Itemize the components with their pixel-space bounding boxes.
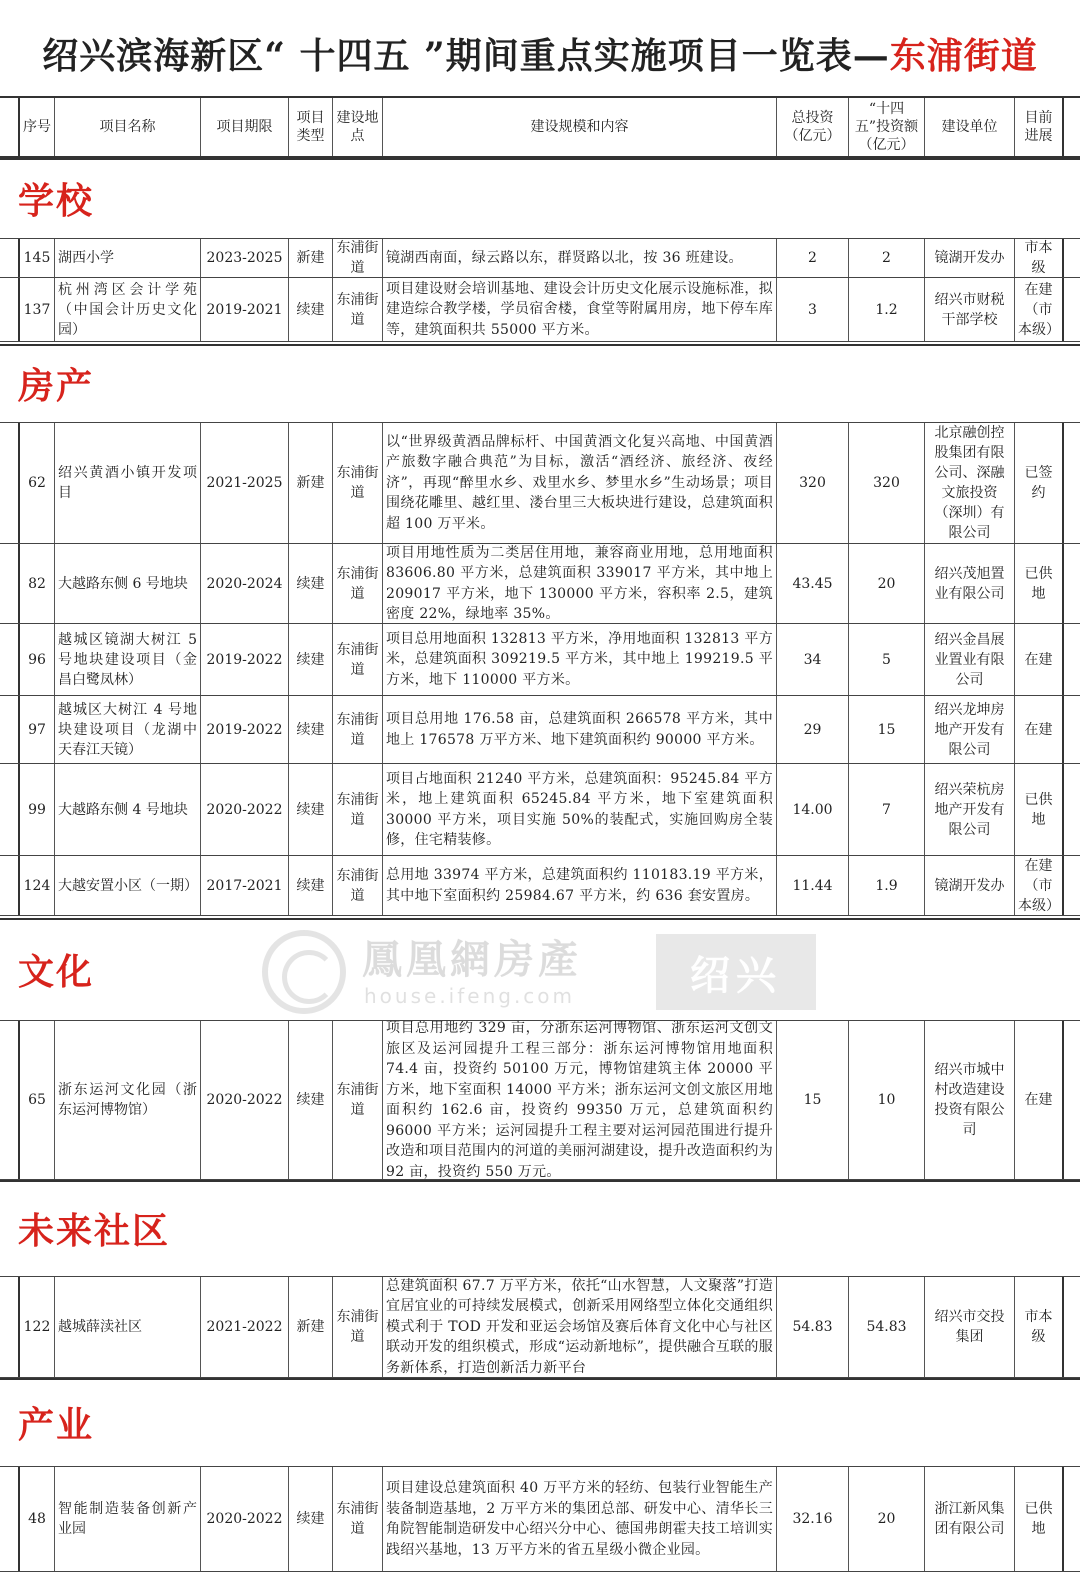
cell-total bbox=[776, 278, 848, 341]
cell-progress bbox=[1014, 624, 1064, 695]
cell-type bbox=[288, 278, 332, 341]
cell-inv-text: 15 bbox=[877, 721, 896, 738]
cell-scope-text: 以“世界级黄酒品牌标杆、中国黄酒文化复兴高地、中国黄酒产旅数字融合典范”为目标，激活“酒经济、旅经济、夜经济”，再现“醉里水乡、戏里水乡、梦里水乡”生动场景；项目围绕花雕里、越红里、溇台里三大板块进行建设，总建筑面积超 100 万平米。 bbox=[386, 433, 773, 532]
cell-inv-text: 10 bbox=[877, 1092, 896, 1108]
table-row bbox=[0, 278, 1080, 342]
cell-term-text: 2023-2025 bbox=[206, 250, 283, 266]
cell-progress-text: 在建 bbox=[1024, 651, 1053, 668]
table-header bbox=[0, 96, 1080, 158]
cell-loc-text: 东浦街道 bbox=[336, 1309, 379, 1345]
section-title: 产业 bbox=[18, 1404, 95, 1446]
cell-name-text: 杭州湾区会计学苑（中国会计历史文化园） bbox=[58, 281, 197, 338]
cell-unit bbox=[924, 423, 1014, 543]
cell-progress bbox=[1014, 1467, 1064, 1571]
cell-inv-text: 20 bbox=[877, 575, 896, 592]
cell-progress-text: 已供地 bbox=[1024, 791, 1053, 828]
cell-type bbox=[288, 423, 332, 543]
cell-loc-text: 东浦街道 bbox=[336, 867, 379, 904]
cell-seq-text: 122 bbox=[23, 1319, 51, 1335]
table-row bbox=[0, 764, 1080, 856]
cell-name bbox=[54, 544, 200, 623]
cell-seq bbox=[18, 1467, 54, 1571]
cell-inv bbox=[848, 544, 924, 623]
page-title bbox=[0, 28, 1080, 79]
cell-unit bbox=[924, 1277, 1014, 1377]
cell-scope-text: 总建筑面积 67.7 万平方米，依托“山水智慧，人文聚落”打造宜居宜业的可持续发展模式，创新采用网络型立体化交通组织模式利于 TOD 开发和亚运会场馆及赛后体育文化中心与社区联动开发的组织模式，形成“运动新地标”，提供融合互联的服务新体系，打造创新活力新平台 bbox=[386, 1277, 773, 1376]
cell-name bbox=[54, 856, 200, 915]
cell-scope bbox=[382, 624, 776, 695]
cell-scope bbox=[382, 423, 776, 543]
cell-seq bbox=[18, 544, 54, 623]
cell-inv-text: 20 bbox=[877, 1511, 896, 1527]
cell-loc bbox=[332, 423, 382, 543]
cell-seq bbox=[18, 278, 54, 341]
cell-unit-text: 绍兴龙坤房地产开发有限公司 bbox=[934, 701, 1005, 758]
cell-term-text: 2019-2022 bbox=[206, 651, 283, 668]
cell-term bbox=[200, 423, 288, 543]
cell-term-text: 2020-2022 bbox=[206, 1511, 283, 1527]
cell-scope-text: 项目总用地约 329 亩，分浙东运河博物馆、浙东运河文创文旅区及运河园提升工程三部分：浙东运河博物馆用地面积 74.4 亩，投资约 50100 万元，博物馆建筑主体 20000 平方米，地下室面积 14000 平方米；浙东运河文创文旅区用地面积约 162.6 亩，投资约 99350 万元，总建筑面积约 96000 平方米；运河园提升工程主要对运河园范围进行提升改造和项目范围内的河道的美丽河湖建设，提升改造面积约为 92 亩，投资约 550 万元。 bbox=[386, 1021, 773, 1179]
section-title: 未来社区 bbox=[18, 1210, 171, 1252]
cell-unit bbox=[924, 1021, 1014, 1179]
cell-seq-text: 82 bbox=[28, 575, 46, 592]
cell-name-text: 越城区大树江 4 号地块建设项目（龙湖中天春江天镜） bbox=[58, 701, 197, 758]
cell-loc-text: 东浦街道 bbox=[336, 1501, 379, 1537]
cell-total bbox=[776, 764, 848, 855]
cell-seq-text: 65 bbox=[28, 1092, 46, 1108]
header-name: 项目名称 bbox=[54, 98, 200, 156]
cell-term bbox=[200, 624, 288, 695]
cell-term bbox=[200, 764, 288, 855]
title-main: 绍兴滨海新区“ 十四五 ”期间重点实施项目一览表— bbox=[42, 35, 890, 77]
cell-type bbox=[288, 764, 332, 855]
cell-seq-text: 48 bbox=[28, 1511, 46, 1527]
cell-name bbox=[54, 1277, 200, 1377]
cell-loc bbox=[332, 1277, 382, 1377]
cell-scope-text: 项目建设财会培训基地、建设会计历史文化展示设施标准，拟建造综合教学楼，学员宿舍楼，食堂等附属用房，地下停车库等，建筑面积共 55000 平方米。 bbox=[386, 280, 773, 338]
cell-type-text: 续建 bbox=[296, 575, 325, 592]
cell-loc-text: 东浦街道 bbox=[336, 565, 379, 602]
cell-total bbox=[776, 1467, 848, 1571]
cell-name-text: 智能制造装备创新产业园 bbox=[58, 1501, 197, 1537]
cell-inv bbox=[848, 696, 924, 763]
cell-scope-text: 总用地 33974 平方米，总建筑面积约 110183.19 平方米，其中地下室面积约 25984.67 平方米，约 636 套安置房。 bbox=[386, 867, 773, 904]
cell-progress bbox=[1014, 1021, 1064, 1179]
cell-type bbox=[288, 624, 332, 695]
cell-scope bbox=[382, 1277, 776, 1377]
cell-inv-text: 1.9 bbox=[875, 877, 898, 894]
watermark-site: house.ifeng.com bbox=[364, 984, 576, 1008]
cell-unit bbox=[924, 544, 1014, 623]
cell-term bbox=[200, 1467, 288, 1571]
cell-total bbox=[776, 239, 848, 277]
cell-progress-text: 已供地 bbox=[1024, 565, 1053, 602]
cell-term bbox=[200, 1277, 288, 1377]
cell-term-text: 2020-2024 bbox=[206, 575, 283, 592]
cell-name bbox=[54, 696, 200, 763]
cell-inv-text: 54.83 bbox=[866, 1319, 907, 1335]
cell-seq bbox=[18, 624, 54, 695]
cell-name bbox=[54, 423, 200, 543]
cell-name bbox=[54, 764, 200, 855]
cell-total bbox=[776, 1277, 848, 1377]
ifeng-logo-icon bbox=[262, 930, 346, 1014]
header-scope: 建设规模和内容 bbox=[382, 98, 776, 156]
table-row bbox=[0, 544, 1080, 624]
cell-term bbox=[200, 1021, 288, 1179]
cell-seq-text: 97 bbox=[28, 721, 46, 738]
section-divider bbox=[0, 1378, 1080, 1380]
cell-name-text: 越城薛渎社区 bbox=[58, 1319, 142, 1335]
cell-scope bbox=[382, 278, 776, 341]
section-divider bbox=[0, 918, 1080, 920]
table-row bbox=[0, 1466, 1080, 1572]
cell-loc bbox=[332, 764, 382, 855]
watermark bbox=[262, 928, 822, 1018]
cell-scope-text: 镜湖西南面，绿云路以东，群贤路以北，按 36 班建设。 bbox=[386, 249, 743, 266]
cell-inv-text: 7 bbox=[882, 801, 891, 818]
cell-total-text: 3 bbox=[808, 301, 817, 318]
cell-inv-text: 2 bbox=[882, 250, 891, 266]
cell-type bbox=[288, 239, 332, 277]
cell-inv bbox=[848, 856, 924, 915]
cell-progress-text: 在建（市本级） bbox=[1018, 857, 1060, 914]
cell-scope bbox=[382, 856, 776, 915]
cell-name-text: 浙东运河文化园（浙东运河博物馆） bbox=[58, 1082, 197, 1118]
section-title: 文化 bbox=[18, 951, 95, 993]
cell-scope bbox=[382, 239, 776, 277]
cell-loc bbox=[332, 544, 382, 623]
cell-unit-text: 绍兴金昌展业置业有限公司 bbox=[934, 631, 1005, 688]
table-row bbox=[0, 1276, 1080, 1378]
cell-unit-text: 绍兴荣杭房地产开发有限公司 bbox=[934, 781, 1005, 838]
cell-seq bbox=[18, 764, 54, 855]
cell-type-text: 新建 bbox=[296, 250, 325, 266]
cell-total-text: 34 bbox=[803, 651, 822, 668]
section-divider bbox=[0, 1180, 1080, 1182]
cell-type-text: 续建 bbox=[296, 1092, 325, 1108]
cell-inv bbox=[848, 239, 924, 277]
cell-unit-text: 浙江新风集团有限公司 bbox=[934, 1501, 1005, 1537]
cell-loc-text: 东浦街道 bbox=[336, 465, 379, 501]
cell-type bbox=[288, 1467, 332, 1571]
cell-name-text: 越城区镜湖大树江 5 号地块建设项目（金昌白鹭凤林） bbox=[58, 631, 197, 688]
cell-progress bbox=[1014, 278, 1064, 341]
cell-loc-text: 东浦街道 bbox=[336, 291, 379, 328]
cell-unit bbox=[924, 239, 1014, 277]
cell-name bbox=[54, 624, 200, 695]
cell-unit-text: 镜湖开发办 bbox=[934, 877, 1005, 894]
cell-inv bbox=[848, 423, 924, 543]
cell-unit-text: 绍兴市交投集团 bbox=[934, 1309, 1005, 1345]
cell-scope bbox=[382, 1021, 776, 1179]
header-type: 项目类型 bbox=[288, 98, 332, 156]
cell-name bbox=[54, 1021, 200, 1179]
cell-seq bbox=[18, 1277, 54, 1377]
cell-scope-text: 项目总用地 176.58 亩，总建筑面积 266578 平方米，其中地上 176578 万平方米、地下建筑面积约 90000 平方米。 bbox=[386, 711, 773, 748]
cell-total bbox=[776, 696, 848, 763]
section-divider bbox=[0, 158, 1080, 160]
cell-unit bbox=[924, 856, 1014, 915]
cell-inv bbox=[848, 764, 924, 855]
cell-term bbox=[200, 544, 288, 623]
cell-type-text: 新建 bbox=[296, 1319, 325, 1335]
cell-type bbox=[288, 856, 332, 915]
cell-name-text: 大越安置小区（一期） bbox=[58, 877, 198, 894]
cell-loc bbox=[332, 696, 382, 763]
cell-total-text: 320 bbox=[799, 475, 826, 491]
cell-progress-text: 市本级 bbox=[1024, 240, 1053, 276]
cell-type-text: 续建 bbox=[296, 801, 325, 818]
cell-inv-text: 320 bbox=[873, 475, 900, 491]
cell-loc-text: 东浦街道 bbox=[336, 1082, 379, 1118]
cell-unit-text: 绍兴茂旭置业有限公司 bbox=[934, 565, 1005, 602]
table-row bbox=[0, 856, 1080, 916]
cell-name bbox=[54, 1467, 200, 1571]
cell-name bbox=[54, 278, 200, 341]
cell-progress-text: 在建 bbox=[1024, 721, 1053, 738]
cell-term-text: 2020-2022 bbox=[206, 801, 283, 818]
cell-unit-text: 绍兴市财税干部学校 bbox=[934, 291, 1005, 328]
cell-term bbox=[200, 239, 288, 277]
cell-seq-text: 137 bbox=[23, 301, 51, 318]
header-total-investment: 总投资（亿元） bbox=[776, 98, 848, 156]
cell-scope-text: 项目建设总建筑面积 40 万平方米的轻纺、包装行业智能生产装备制造基地，2 万平方米的集团总部、研发中心、清华长三角院智能制造研发中心绍兴分中心、德国弗朗霍夫技工培训实践绍兴基地，13 万平方米的省五星级小微企业园。 bbox=[386, 1480, 773, 1558]
cell-name-text: 大越路东侧 4 号地块 bbox=[58, 801, 188, 818]
cell-loc-text: 东浦街道 bbox=[336, 641, 379, 678]
section-divider bbox=[0, 344, 1080, 346]
cell-type-text: 续建 bbox=[296, 877, 325, 894]
cell-type-text: 续建 bbox=[296, 651, 325, 668]
cell-seq bbox=[18, 696, 54, 763]
header-unit: 建设单位 bbox=[924, 98, 1014, 156]
table-row bbox=[0, 422, 1080, 544]
watermark-brand: 鳳凰網房產 bbox=[362, 936, 582, 983]
table-row bbox=[0, 238, 1080, 278]
cell-inv-text: 1.2 bbox=[875, 301, 898, 318]
cell-term bbox=[200, 856, 288, 915]
cell-progress bbox=[1014, 239, 1064, 277]
cell-total-text: 32.16 bbox=[792, 1511, 833, 1527]
section-title: 学校 bbox=[18, 180, 95, 222]
cell-total-text: 2 bbox=[808, 250, 817, 266]
cell-progress-text: 已供地 bbox=[1024, 1501, 1053, 1537]
cell-seq-text: 145 bbox=[23, 250, 51, 266]
cell-total-text: 43.45 bbox=[792, 575, 833, 592]
cell-total-text: 11.44 bbox=[792, 877, 833, 894]
cell-inv bbox=[848, 1021, 924, 1179]
cell-loc bbox=[332, 1021, 382, 1179]
cell-term-text: 2021-2022 bbox=[206, 1319, 283, 1335]
cell-seq-text: 99 bbox=[28, 801, 46, 818]
cell-inv bbox=[848, 1277, 924, 1377]
cell-scope-text: 项目总用地面积 132813 平方米，净用地面积 132813 平方米，总建筑面积 309219.5 平方米，其中地上 199219.5 平方米，地下 110000 平方米。 bbox=[386, 630, 773, 688]
cell-inv bbox=[848, 1467, 924, 1571]
cell-total-text: 14.00 bbox=[792, 801, 833, 818]
cell-scope bbox=[382, 544, 776, 623]
cell-type-text: 新建 bbox=[296, 475, 325, 491]
cell-unit-text: 镜湖开发办 bbox=[934, 250, 1005, 266]
cell-loc bbox=[332, 278, 382, 341]
header-term: 项目期限 bbox=[200, 98, 288, 156]
cell-scope bbox=[382, 764, 776, 855]
cell-inv-text: 5 bbox=[882, 651, 891, 668]
cell-type-text: 续建 bbox=[296, 301, 325, 318]
cell-type bbox=[288, 1021, 332, 1179]
cell-seq bbox=[18, 1021, 54, 1179]
cell-term-text: 2017-2021 bbox=[206, 877, 283, 894]
table-row bbox=[0, 1020, 1080, 1180]
cell-term-text: 2019-2021 bbox=[206, 301, 283, 318]
cell-loc bbox=[332, 239, 382, 277]
cell-type bbox=[288, 1277, 332, 1377]
title-highlight: 东浦街道 bbox=[889, 35, 1038, 77]
header-seq: 序号 bbox=[18, 98, 54, 156]
cell-inv bbox=[848, 278, 924, 341]
cell-total-text: 54.83 bbox=[792, 1319, 833, 1335]
cell-loc-text: 东浦街道 bbox=[336, 791, 379, 828]
cell-term-text: 2021-2025 bbox=[206, 475, 283, 491]
cell-seq-text: 96 bbox=[28, 651, 46, 668]
watermark-city: 绍兴 bbox=[656, 934, 816, 1010]
cell-scope-text: 项目占地面积 21240 平方米，总建筑面积：95245.84 平方米，地上建筑面积 65245.84 平方米，地下室建筑面积 30000 平方米，项目实施 50%的装配式，实施回购房全装修，住宅精装修。 bbox=[386, 770, 773, 848]
cell-loc-text: 东浦街道 bbox=[336, 240, 379, 276]
cell-progress bbox=[1014, 423, 1064, 543]
cell-type-text: 续建 bbox=[296, 1511, 325, 1527]
cell-name bbox=[54, 239, 200, 277]
cell-loc bbox=[332, 856, 382, 915]
cell-progress-text: 市本级 bbox=[1024, 1309, 1053, 1345]
cell-total bbox=[776, 624, 848, 695]
cell-inv bbox=[848, 624, 924, 695]
cell-total bbox=[776, 544, 848, 623]
cell-name-text: 大越路东侧 6 号地块 bbox=[58, 575, 188, 592]
cell-total bbox=[776, 423, 848, 543]
cell-seq bbox=[18, 856, 54, 915]
cell-unit bbox=[924, 1467, 1014, 1571]
cell-name-text: 绍兴黄酒小镇开发项目 bbox=[58, 465, 197, 501]
cell-progress bbox=[1014, 764, 1064, 855]
cell-total bbox=[776, 1021, 848, 1179]
cell-term-text: 2019-2022 bbox=[206, 721, 283, 738]
cell-seq bbox=[18, 239, 54, 277]
cell-progress bbox=[1014, 696, 1064, 763]
cell-progress-text: 在建（市本级） bbox=[1018, 281, 1060, 338]
cell-seq bbox=[18, 423, 54, 543]
cell-type bbox=[288, 696, 332, 763]
cell-progress bbox=[1014, 1277, 1064, 1377]
cell-unit-text: 绍兴市城中村改造建设投资有限公司 bbox=[934, 1062, 1005, 1138]
table-row bbox=[0, 696, 1080, 764]
cell-scope bbox=[382, 1467, 776, 1571]
cell-term bbox=[200, 696, 288, 763]
cell-loc bbox=[332, 624, 382, 695]
section-title: 房产 bbox=[18, 365, 95, 407]
cell-progress bbox=[1014, 856, 1064, 915]
cell-unit bbox=[924, 278, 1014, 341]
cell-scope-text: 项目用地性质为二类居住用地，兼容商业用地，总用地面积 83606.80 平方米，总建筑面积 339017 平方米，其中地上 209017 平方米，地下 130000 平方米，容积率 2.5，建筑密度 22%，绿地率 35%。 bbox=[386, 544, 773, 622]
cell-seq-text: 124 bbox=[23, 877, 51, 894]
cell-loc-text: 东浦街道 bbox=[336, 711, 379, 748]
cell-progress-text: 在建 bbox=[1024, 1092, 1053, 1108]
cell-loc bbox=[332, 1467, 382, 1571]
header-plan-investment: “十四五”投资额（亿元） bbox=[848, 98, 924, 156]
header-location: 建设地点 bbox=[332, 98, 382, 156]
cell-unit-text: 北京融创控股集团有限公司、深融文旅投资（深圳）有限公司 bbox=[934, 425, 1005, 541]
cell-unit bbox=[924, 624, 1014, 695]
cell-term-text: 2020-2022 bbox=[206, 1092, 283, 1108]
cell-total-text: 15 bbox=[803, 1092, 822, 1108]
header-progress: 目前进展 bbox=[1014, 98, 1064, 156]
cell-scope bbox=[382, 696, 776, 763]
cell-unit bbox=[924, 696, 1014, 763]
cell-type bbox=[288, 544, 332, 623]
table-row bbox=[0, 624, 1080, 696]
cell-total-text: 29 bbox=[803, 721, 822, 738]
cell-seq-text: 62 bbox=[28, 475, 46, 491]
cell-progress-text: 已签约 bbox=[1024, 465, 1053, 501]
cell-progress bbox=[1014, 544, 1064, 623]
cell-name-text: 湖西小学 bbox=[58, 250, 114, 266]
cell-type-text: 续建 bbox=[296, 721, 325, 738]
cell-unit bbox=[924, 764, 1014, 855]
cell-term bbox=[200, 278, 288, 341]
cell-total bbox=[776, 856, 848, 915]
